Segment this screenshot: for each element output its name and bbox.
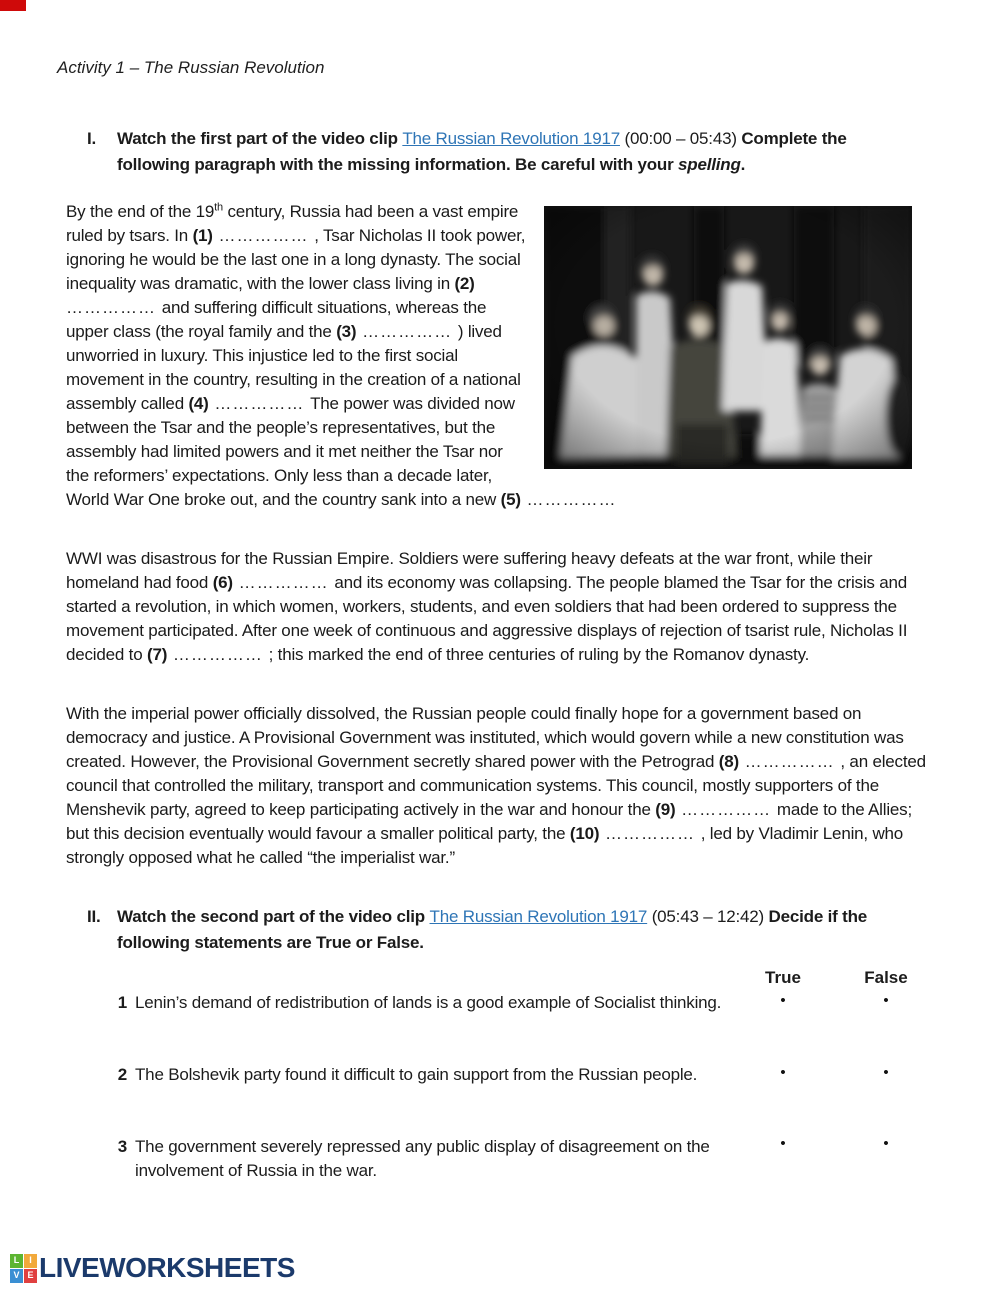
- section-i-period: .: [740, 155, 746, 174]
- blank-10[interactable]: ……………: [599, 824, 701, 843]
- para3-text: With the imperial power officially dissolved, the Russian people could finally hope for a government based on democracy and justice. A Provisional Government was instituted, which would govern while a new constitution was created. However, the Provisional Government secretly shared power with the Petrograd: [66, 704, 904, 771]
- paragraph-3: [66, 702, 938, 870]
- para3-text: , an elected council that controlled the military, transport and communication systems. This council, mostly supporters of the Menshevik party, agreed to keep participating actively in the war and honour the: [66, 752, 926, 819]
- blank-7[interactable]: ……………: [167, 645, 269, 664]
- para1-text: century, Russia had been a vast empire ruled by tsars. In: [66, 202, 519, 245]
- section-i-time-range: (00:00 – 05:43): [619, 129, 742, 148]
- logo-square-e: E: [24, 1269, 37, 1283]
- blank-marker-9: (9): [655, 800, 676, 819]
- section-ii-time-range: (05:43 – 12:42): [647, 907, 769, 926]
- para1-text: The power was divided now between the Tsar and the people’s representatives, but the assembly had limited powers and it met neither the Tsar nor the reformers’ expectations. Only less than a decade later, World War One broke out, and the country sank into a new: [66, 394, 515, 509]
- romanov-family-photo: [544, 206, 912, 469]
- blank-6[interactable]: ……………: [232, 573, 335, 592]
- statement-3-number: 3: [117, 1137, 127, 1156]
- red-corner-mark: [0, 0, 26, 11]
- video-link-part2[interactable]: The Russian Revolution 1917: [429, 907, 648, 926]
- page-title: Activity 1 – The Russian Revolution: [57, 58, 325, 77]
- blank-9[interactable]: ……………: [675, 800, 777, 819]
- statement-2-text: The Bolshevik party found it difficult to gain support from the Russian people.: [135, 1065, 698, 1084]
- para3-text: made to the Allies; but this decision eventually would favour a smaller political party, the: [66, 800, 912, 843]
- blank-marker-5: (5): [500, 490, 521, 509]
- para1-text: , Tsar Nicholas II took power, ignoring he would be the last one in a long dynasty. The social inequality was dramatic, with the lower class living in: [66, 226, 526, 293]
- true-bullet-2[interactable]: •: [780, 1064, 786, 1081]
- statement-row-1: [117, 991, 727, 1015]
- false-column-header: False: [864, 968, 908, 987]
- statement-1-number: 1: [117, 993, 127, 1012]
- statement-row-3: [117, 1135, 727, 1183]
- romanov-family-photo-art: [544, 206, 912, 469]
- section-i-rest: Complete the following paragraph with the missing information. Be careful with your: [117, 129, 847, 174]
- false-bullet-2[interactable]: •: [883, 1064, 889, 1081]
- section-ii-rest: Decide if the following statements are True or False.: [117, 907, 868, 952]
- para2-text: ; this marked the end of three centuries of ruling by the Romanov dynasty.: [268, 645, 810, 664]
- liveworksheets-logo-icon: [10, 1254, 37, 1283]
- blank-4[interactable]: ……………: [208, 394, 311, 413]
- para2-text: and its economy was collapsing. The people blamed the Tsar for the crisis and started a revolution, in which women, workers, students, and even soldiers that had been ordered to suppress the movement participated. After one week of continuous and aggressive displays of rejection of tsarist rule, Nicholas II decided to: [66, 573, 908, 664]
- section-i-intro: Watch the first part of the video clip: [117, 129, 403, 148]
- false-bullet-1[interactable]: •: [883, 992, 889, 1009]
- section-ii: [87, 904, 887, 956]
- para2-text: WWI was disastrous for the Russian Empire. Soldiers were suffering heavy defeats at the war front, while their homeland had food: [66, 549, 873, 592]
- statement-2-number: 2: [117, 1065, 127, 1084]
- para1-superscript: th: [214, 201, 223, 214]
- section-i-spelling: spelling: [678, 155, 741, 174]
- statement-3-text: The government severely repressed any public display of disagreement on the involvement of Russia in the war.: [135, 1137, 710, 1180]
- logo-square-l: L: [10, 1254, 23, 1268]
- section-ii-intro: Watch the second part of the video clip: [117, 907, 430, 926]
- logo-square-v: V: [10, 1269, 23, 1283]
- video-link-part1[interactable]: The Russian Revolution 1917: [402, 129, 620, 148]
- paragraph-2: [66, 547, 938, 667]
- blank-marker-3: (3): [336, 322, 357, 341]
- paragraph-1: [66, 200, 938, 512]
- blank-marker-4: (4): [188, 394, 209, 413]
- blank-marker-2: (2): [454, 274, 475, 293]
- section-ii-numeral: II.: [87, 907, 101, 926]
- true-bullet-3[interactable]: •: [780, 1135, 786, 1152]
- blank-3[interactable]: ……………: [356, 322, 458, 341]
- section-i-numeral: I.: [87, 129, 97, 148]
- para1-text: ) lived unworried in luxury. This injustice led to the first social movement in the country, resulting in the creation of a national assembly called: [66, 322, 521, 413]
- section-i: [87, 126, 887, 178]
- blank-marker-10: (10): [569, 824, 600, 843]
- statement-row-2: [117, 1063, 727, 1087]
- blank-marker-8: (8): [718, 752, 739, 771]
- liveworksheets-wordmark: LIVEWORKSHEETS: [39, 1252, 295, 1283]
- false-bullet-3[interactable]: •: [883, 1135, 889, 1152]
- para1-text: By the end of the 19: [66, 202, 215, 221]
- blank-marker-7: (7): [146, 645, 168, 664]
- statement-1-text: Lenin’s demand of redistribution of lands is a good example of Socialist thinking.: [135, 993, 722, 1012]
- liveworksheets-logo[interactable]: [10, 1252, 295, 1284]
- logo-square-i: I: [24, 1254, 37, 1268]
- para1-text: and suffering difficult situations, whereas the upper class (the royal family and the: [66, 298, 487, 341]
- blank-8[interactable]: ……………: [738, 752, 841, 771]
- section-ii-instructions: [117, 904, 887, 956]
- blank-2[interactable]: ……………: [66, 298, 162, 317]
- para3-text: , led by Vladimir Lenin, who strongly opposed what he called “the imperialist war.”: [66, 824, 904, 867]
- blank-marker-1: (1): [192, 226, 213, 245]
- true-column-header: True: [765, 968, 801, 987]
- section-i-instructions: [117, 126, 887, 178]
- blank-1[interactable]: ……………: [212, 226, 315, 245]
- blank-5[interactable]: ……………: [520, 490, 617, 509]
- blank-marker-6: (6): [212, 573, 233, 592]
- true-bullet-1[interactable]: •: [780, 992, 786, 1009]
